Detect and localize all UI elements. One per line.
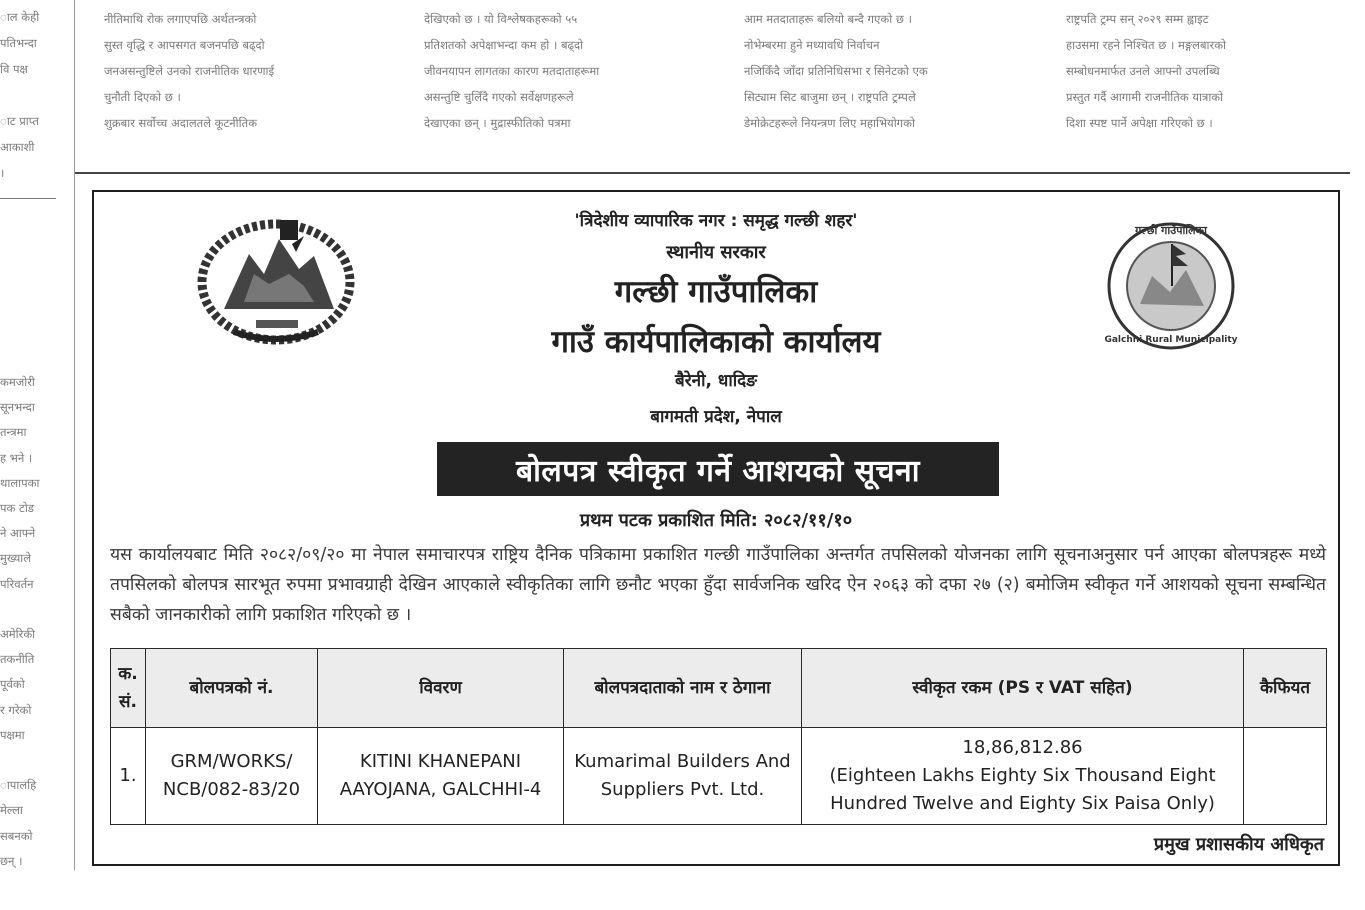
bg-text-line: आम मतदाताहरू बलियो बन्दै गएको छ । <box>744 12 912 26</box>
notice-box <box>92 190 1340 866</box>
bg-text-line: जीवनयापन लागतका कारण मतदाताहरूमा <box>424 64 600 78</box>
bg-text-line: ाट प्राप्त <box>0 114 39 128</box>
bg-text-line <box>0 748 58 773</box>
bg-text-line <box>0 597 58 622</box>
cell-remarks <box>1244 728 1327 825</box>
municipality-seal-icon <box>1090 214 1252 354</box>
bg-text-line: देखिएको छ । यो विश्लेषकहरूको ५५ <box>424 12 578 26</box>
bg-text-line: र गरेको <box>0 702 32 717</box>
office-subtitle: गाउँ कार्यपालिकाको कार्यालय <box>551 324 881 360</box>
cell-bidder: Kumarimal Builders And Suppliers Pvt. Ltd. <box>564 728 802 825</box>
signatory-title: प्रमुख प्रशासकीय अधिकृत <box>1153 834 1324 855</box>
bg-column-d <box>1066 6 1346 136</box>
bg-text-line: सुस्त वृद्धि र आपसगत बजनपछि बढ्दो <box>104 38 265 52</box>
bg-text-line: पतिभन्दा <box>0 36 37 50</box>
bg-text-line: कमजोरी <box>0 375 35 389</box>
bg-text-line: अमेरिकी <box>0 627 36 642</box>
cell-approved-amount <box>802 728 1244 825</box>
table-row <box>111 728 1327 825</box>
bg-text-line: प्रतिशतको अपेक्षाभन्दा कम हो । बढ्दो <box>424 38 584 52</box>
notice-body-text: यस कार्यालयबाट मिति २०८२/०९/२० मा नेपाल समाचारपत्र राष्ट्रिय दैनिक पत्रिकामा प्रकाशित गल्छी गाउँपालिका अन्तर्गत तपसिलको योजनका लागि सूचनाअनुसार पर्न आएका बोलपत्रहरू मध्ये तपसिलको बोलपत्र सारभूत रुपमा प्रभावग्राही देखिन आएकाले स्वीकृतिका लागि छनौट भएका हुँदा सार्वजनिक खरिद ऐन २०६३ को दफा २७ (२) बमोजिम स्वीकृत गर्ने आशयको सूचना सम्बन्धित सबैको जानकारीको लागि प्रकाशित गरिएको छ । <box>110 545 1326 625</box>
bg-text-line: तन्त्रमा <box>0 425 27 440</box>
nepal-emblem-icon <box>194 214 359 349</box>
bg-text-line: ापालहि <box>0 778 37 793</box>
column-divider <box>74 0 75 870</box>
amount-figure: 18,86,812.86 <box>962 737 1083 758</box>
header-approved-amount: स्वीकृत रकम (PS र VAT सहित) <box>802 649 1244 728</box>
bg-rule-left <box>0 198 56 199</box>
bg-text-line: जनअसन्तुष्टिले उनको राजनीतिक धारणाई <box>104 64 275 78</box>
amount-in-words: (Eighteen Lakhs Eighty Six Thousand Eight Hundred Twelve and Eighty Six Paisa Only) <box>829 765 1216 814</box>
published-date: प्रथम पटक प्रकाशित मिति: २०८२/११/१० <box>579 510 853 531</box>
bg-text-line: चुनौती दिएको छ । <box>104 90 181 104</box>
bg-text-line: असन्तुष्टि चुलिँदै गएको सर्वेक्षणहरूले <box>424 90 574 104</box>
bg-text-line: थालापका <box>0 475 40 490</box>
bg-text-line: शुक्रबार सर्वोच्च अदालतले कूटनीतिक <box>104 116 258 130</box>
bg-text-line: पक टोड <box>0 501 34 516</box>
header-remarks: कैफियत <box>1244 649 1327 728</box>
bg-text-line: दिशा स्पष्ट पार्ने अपेक्षा गरिएको छ । <box>1066 116 1213 130</box>
bg-text-line: वि पक्ष <box>0 62 28 76</box>
cell-description: KITINI KHANEPANI AAYOJANA, GALCHHI-4 <box>318 728 564 825</box>
bg-text-line: मेल्ला <box>0 803 23 818</box>
bg-text-line: डेमोक्रेटहरूले नियन्त्रण लिए महाभियोगको <box>744 116 915 130</box>
header-bid-number: बोलपत्रको नं. <box>146 649 318 728</box>
seal-english-text: Galchhi Rural Municipality <box>1104 335 1238 345</box>
bg-text-line: प्रस्तुत गर्दै आगामी राजनीतिक यात्राको <box>1066 90 1224 104</box>
bg-text-line: देखाएका छन् । मुद्रास्फीतिको पत्रमा <box>424 116 571 130</box>
bg-text-line: राष्ट्रपति ट्रम्प सन् २०२९ सम्म ह्वाइट <box>1066 12 1209 26</box>
bg-column-left <box>0 4 58 186</box>
cell-serial-number: 1. <box>111 728 146 825</box>
bg-text-line: । <box>0 166 5 180</box>
bg-column-b <box>424 6 704 136</box>
bg-text-line: ह भने । <box>0 450 33 465</box>
bg-text-line: सबनको <box>0 828 33 843</box>
bid-table <box>110 648 1327 825</box>
bg-text-line: सूनभन्दा <box>0 400 35 415</box>
office-name: गल्छी गाउँपालिका <box>614 274 818 310</box>
address-line-2: बागमती प्रदेश, नेपाल <box>650 407 782 427</box>
header-description: विवरण <box>318 649 564 728</box>
bg-text-line: पक्षमा <box>0 727 25 742</box>
bg-text-line: हाउसमा रहने निश्चित छ । मङ्गलबारको <box>1066 38 1227 52</box>
header-serial-number: क. सं. <box>111 649 146 728</box>
tagline: 'त्रिदेशीय व्यापारिक नगर : समृद्ध गल्छी शहर' <box>574 211 858 231</box>
bg-text-line: परिवर्तन <box>0 576 34 591</box>
bg-text-line: छन् । <box>0 853 23 868</box>
header-bidder: बोलपत्रदाताको नाम र ठेगाना <box>564 649 802 728</box>
bg-text-line: नीतिमाथि रोक लगाएपछि अर्थतन्त्रको <box>104 12 257 26</box>
bg-text-line <box>0 82 58 108</box>
table-header-row <box>111 649 1327 728</box>
notice-outer-rule <box>75 172 1350 174</box>
bg-text-line: मुख्याले <box>0 551 32 566</box>
bg-column-left-lower <box>0 370 58 874</box>
bg-text-line: ाल केही <box>0 10 40 24</box>
bg-text-line: नोभेम्बरमा हुने मध्यावधि निर्वाचन <box>744 38 880 52</box>
government-level: स्थानीय सरकार <box>666 242 766 263</box>
bg-text-line: तकनीति <box>0 652 35 667</box>
address-line-1: बैरेनी, धादिङ <box>675 371 757 391</box>
bg-text-line: सिट्याम सिट बाजुमा छन् । राष्ट्रपति ट्रम्पले <box>744 90 916 104</box>
bg-column-c <box>744 6 1024 136</box>
cell-bid-number: GRM/WORKS/ NCB/082-83/20 <box>146 728 318 825</box>
notice-title: बोलपत्र स्वीकृत गर्ने आशयको सूचना <box>437 442 999 496</box>
bg-text-line: नजिकिँदै जाँदा प्रतिनिधिसभा र सिनेटको एक <box>744 64 928 78</box>
bg-text-line: पूर्वको <box>0 677 25 692</box>
bg-text-line: आकाशी <box>0 140 35 154</box>
bg-text-line: ने आफ्ने <box>0 526 36 541</box>
seal-nepali-text: गल्छी गाउँपालिका <box>1135 224 1207 237</box>
bg-column-a <box>104 6 384 136</box>
bg-text-line: सम्बोधनमार्फत उनले आफ्नो उपलब्धि <box>1066 64 1220 78</box>
